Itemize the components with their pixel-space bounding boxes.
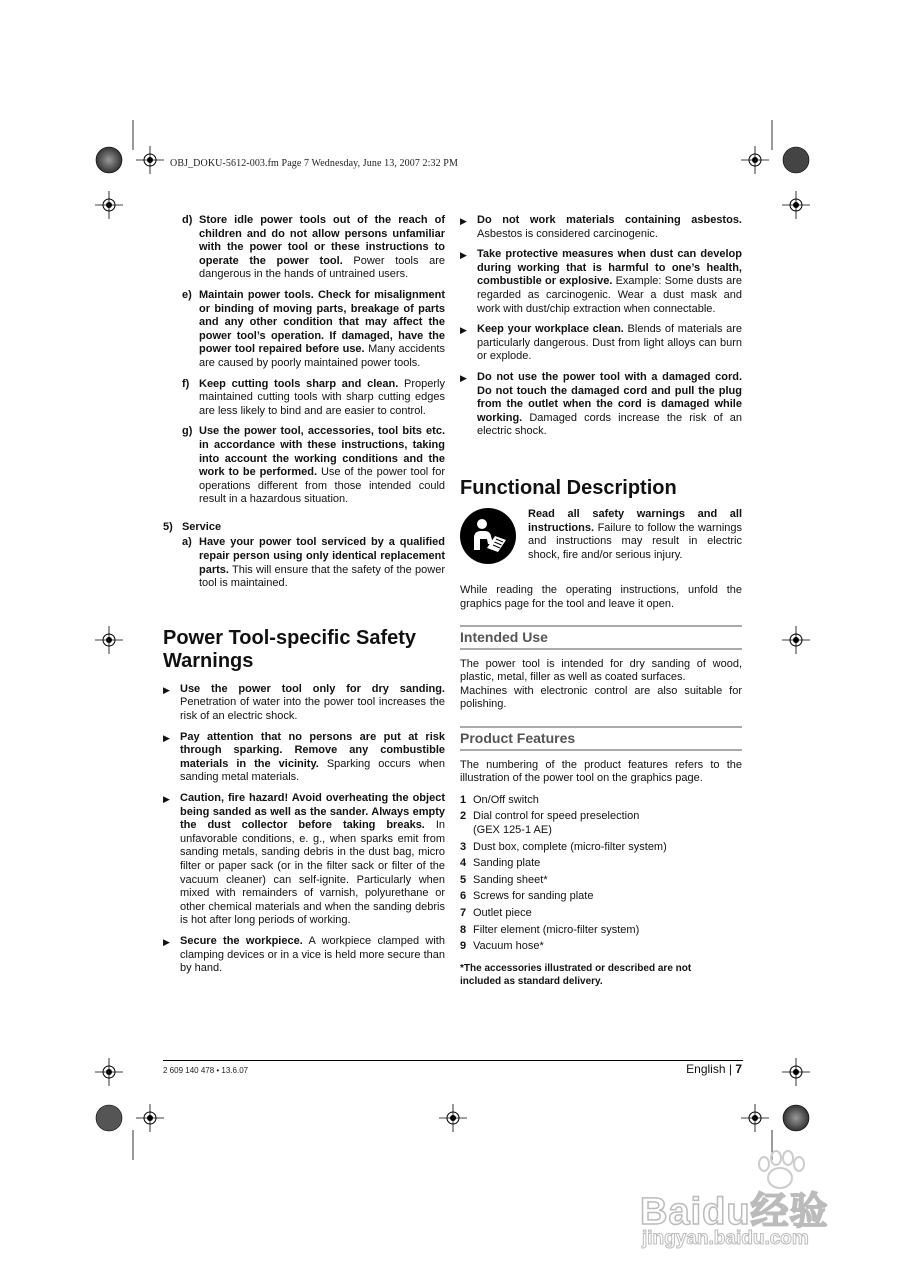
section-title-functional: Functional Description xyxy=(460,476,677,499)
warning-text: Asbestos is considered carcinogenic. xyxy=(477,227,658,240)
feature-text: Filter element (micro-filter system) xyxy=(473,923,640,936)
footer-rule xyxy=(163,1060,743,1061)
feature-item xyxy=(460,907,742,921)
item-label: g) xyxy=(182,425,193,438)
triangle-bullet-icon: ▶ xyxy=(460,216,467,226)
warning-text: Sparking occurs when sanding metal materials. xyxy=(180,757,445,784)
warning-item xyxy=(460,371,742,439)
features-intro: The numbering of the product features refers to the illustration of the power tool on the graphics page. xyxy=(460,758,742,785)
warning-item xyxy=(460,214,742,241)
baidu-watermark xyxy=(640,1150,850,1250)
list-item xyxy=(182,289,445,371)
feature-number: 2 xyxy=(460,810,467,823)
footer-code: 2 609 140 478 • 13.6.07 xyxy=(163,1066,249,1075)
warning-bold-text: Pay attention that no persons are put at risk through sparking. Remove any combustible materials in the vicinity. xyxy=(180,730,445,770)
warning-bold-text: Use the power tool only for dry sanding. xyxy=(180,682,445,695)
list-item xyxy=(182,425,445,507)
feature-number: 8 xyxy=(460,923,467,936)
warning-item xyxy=(460,323,742,364)
read-bold-text: Read all safety warnings and all instructions. xyxy=(528,507,742,534)
accessories-footnote: *The accessories illustrated or described are not included as standard delivery. xyxy=(460,962,692,987)
triangle-bullet-icon: ▶ xyxy=(460,325,467,336)
footer-page xyxy=(686,1062,742,1076)
section-title-product-features: Product Features xyxy=(460,726,742,751)
warning-item xyxy=(163,731,445,785)
warning-text: Blends of materials are particularly dangerous. Dust from light alloys can burn or explode. xyxy=(477,323,742,363)
item-label: a) xyxy=(182,536,192,549)
warning-item xyxy=(460,248,742,316)
feature-number: 7 xyxy=(460,907,467,919)
item-bold-text: Use the power tool, accessories, tool bits etc. in accordance with these instructions, taking into account the working conditions and the work to be performed. xyxy=(199,425,445,479)
item-label: d) xyxy=(182,214,193,226)
feature-text: Sanding plate xyxy=(473,857,541,870)
features-list xyxy=(460,794,742,954)
item-bold-text: Maintain power tools. Check for misalignment or binding of moving parts, breakage of parts and any other condition that may affect the power tool’s operation. If damaged, have the power tool repaired before use. xyxy=(199,288,445,356)
feature-text: Screws for sanding plate xyxy=(473,890,594,903)
feature-item xyxy=(460,924,742,938)
read-text: Failure to follow the warnings and instructions may result in electric shock, fire and/or serious injury. xyxy=(528,521,742,561)
item-label: e) xyxy=(182,288,192,301)
item-text: Use of the power tool for operations different from those intended could result in a hazardous situation. xyxy=(199,466,445,506)
triangle-bullet-icon: ▶ xyxy=(460,250,467,261)
warning-item xyxy=(163,935,445,976)
page-number: 7 xyxy=(735,1062,742,1076)
feature-item xyxy=(460,857,742,871)
item-label: f) xyxy=(182,377,190,390)
feature-number: 3 xyxy=(460,840,467,853)
triangle-bullet-icon: ▶ xyxy=(460,372,467,383)
warning-item xyxy=(163,683,445,724)
item-text: Properly maintained cutting tools with sharp cutting edges are less likely to bind and are easier to control. xyxy=(199,377,445,417)
read-manual-icon xyxy=(460,508,516,564)
feature-item xyxy=(460,794,742,808)
warning-text: Penetration of water into the power tool increases the risk of an electric shock. xyxy=(180,696,445,723)
item-bold-text: Keep cutting tools sharp and clean. xyxy=(199,377,399,390)
unfold-paragraph: While reading the operating instructions, unfold the graphics page for the tool and leave it open. xyxy=(460,583,742,610)
warning-bold-text: Caution, fire hazard! Avoid overheating the object being sanded as well as the sander. Always empty the dust collector before taking breaks. xyxy=(180,792,445,832)
triangle-bullet-icon: ▶ xyxy=(163,794,170,804)
warning-bold-text: Do not work materials containing asbestos. xyxy=(477,214,742,226)
item-bold-text: Store idle power tools out of the reach of children and do not allow persons unfamiliar with the power tool or these instructions to operate the power tool. xyxy=(199,214,445,267)
watermark-url: jingyan.baidu.com xyxy=(642,1228,809,1249)
section-title-safety: Power Tool-specific Safety Warnings xyxy=(163,626,417,672)
list-item xyxy=(182,378,445,419)
triangle-bullet-icon: ▶ xyxy=(163,936,170,947)
item-text: Many accidents are caused by poorly maintained power tools. xyxy=(199,343,445,369)
triangle-bullet-icon: ▶ xyxy=(163,684,170,695)
list-item xyxy=(182,214,445,282)
feature-number: 1 xyxy=(460,793,467,806)
feature-number: 5 xyxy=(460,873,467,886)
feature-number: 6 xyxy=(460,890,467,903)
feature-text: Sanding sheet* xyxy=(473,873,548,886)
feature-number: 9 xyxy=(460,940,467,953)
feature-item xyxy=(460,874,742,888)
feature-number: 4 xyxy=(460,857,467,870)
warning-bold-text: Do not use the power tool with a damaged cord. Do not touch the damaged cord and pull the plug from the outlet when the cord is damaged while working. xyxy=(477,370,742,424)
file-info-header: OBJ_DOKU-5612-003.fm Page 7 Wednesday, June 13, 2007 2:32 PM xyxy=(170,158,458,169)
feature-text: On/Off switch xyxy=(473,793,539,806)
left-column xyxy=(163,214,445,983)
triangle-bullet-icon: ▶ xyxy=(163,732,170,743)
read-instructions-block xyxy=(460,508,742,564)
warning-bold-text: Secure the workpiece. xyxy=(180,934,303,947)
right-column xyxy=(460,214,742,988)
feature-item xyxy=(460,810,742,837)
warning-text: In unfavorable conditions, e. g., when sparks emit from sanding metals, sanding debris in the dust bag, micro filter or paper sack (or in the filter sack or filter of the vacuum cleaner) can self-ignite. Particularly when mixed with remainders of varnish, polyurethane or other chemical materials and when the sanding debris is hot after long periods of working. xyxy=(180,819,446,927)
feature-item xyxy=(460,890,742,904)
warning-item xyxy=(163,792,445,928)
footer-language: English | xyxy=(686,1062,736,1076)
warning-text: Damaged cords increase the risk of an electric shock. xyxy=(477,411,742,438)
section-title-intended-use: Intended Use xyxy=(460,625,742,650)
warning-bold-text: Keep your workplace clean. xyxy=(477,323,624,336)
feature-text: Outlet piece xyxy=(473,907,532,919)
intended-use-text-1: The power tool is intended for dry sanding of wood, plastic, metal, filler as well as coated surfaces. xyxy=(460,657,742,684)
warning-text: Example: Some dusts are regarded as carcinogenic. Wear a dust mask and work with dust/chip extraction when connectable. xyxy=(477,275,742,315)
warning-bold-text: Take protective measures when dust can develop during working that is harmful to one’s health, combustible or explosive. xyxy=(477,248,742,288)
feature-item xyxy=(460,940,742,954)
item-text: Power tools are dangerous in the hands of untrained users. xyxy=(199,254,445,281)
item-bold-text: Have your power tool serviced by a qualified repair person using only identical replacement parts. xyxy=(199,536,445,576)
feature-item xyxy=(460,841,742,855)
service-heading: 5) Service xyxy=(163,520,222,533)
warning-text: A workpiece clamped with clamping devices or in a vice is held more secure than by hand. xyxy=(180,934,445,975)
intended-use-text-2: Machines with electronic control are also suitable for polishing. xyxy=(460,684,742,711)
item-text: This will ensure that the safety of the power tool is maintained. xyxy=(199,563,445,590)
watermark-brand: Baidu经验 xyxy=(640,1191,829,1233)
feature-text: Vacuum hose* xyxy=(473,940,544,953)
feature-text: Dial control for speed preselection (GEX 125-1 AE) xyxy=(473,810,640,837)
feature-text: Dust box, complete (micro-filter system) xyxy=(473,840,667,853)
list-item xyxy=(182,536,445,590)
